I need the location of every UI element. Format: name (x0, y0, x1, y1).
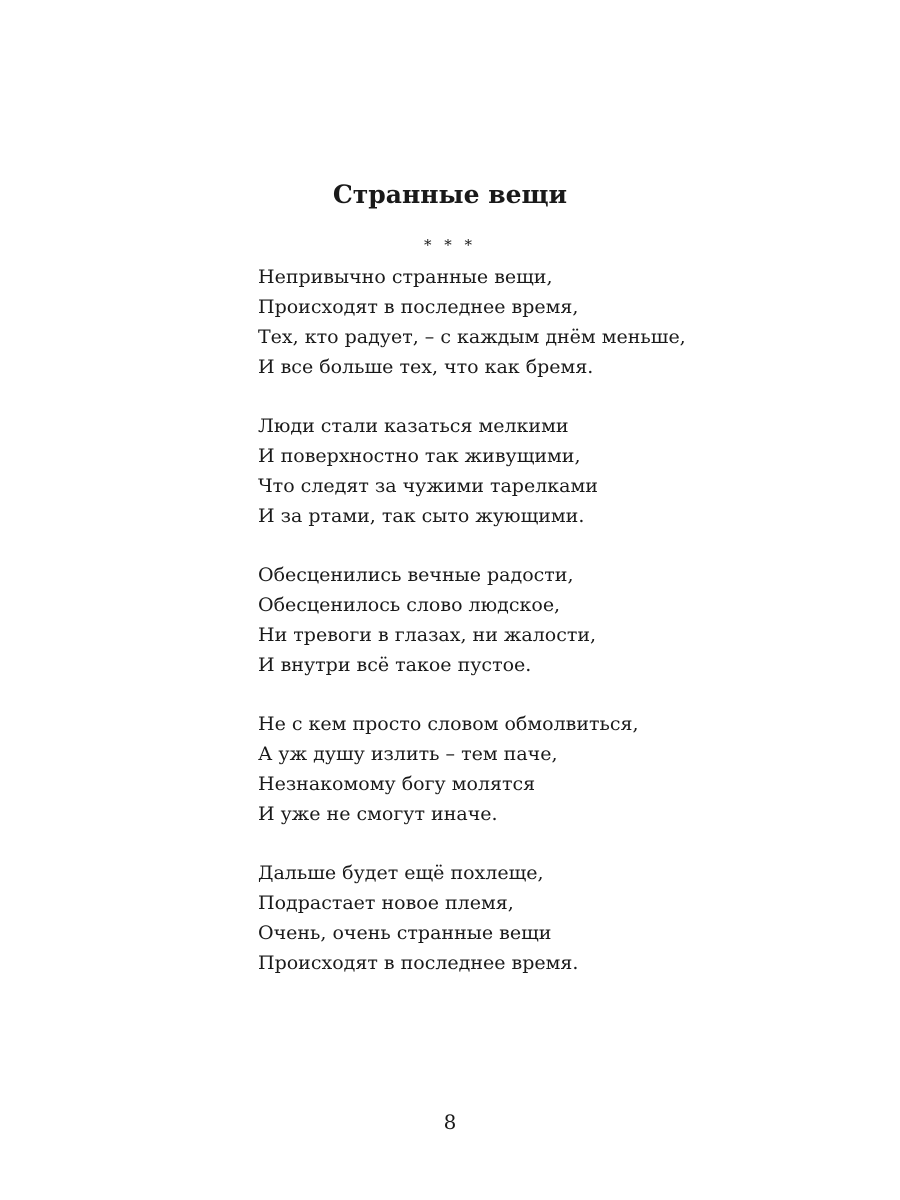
poem-line: Обесценились вечные радости, (258, 564, 574, 586)
poem-line: И поверхностно так живущими, (258, 445, 581, 467)
asterism-separator: * * * (423, 236, 477, 254)
poem-line: Происходят в последнее время. (258, 952, 579, 974)
poem-line: Обесценилось слово людское, (258, 594, 561, 616)
poem-body (258, 262, 818, 1007)
poem-line: И уже не смогут иначе. (258, 803, 498, 825)
stanza (258, 262, 818, 382)
poem-line: Очень, очень странные вещи (258, 922, 552, 944)
stanza (258, 709, 818, 829)
stanza (258, 858, 818, 978)
poem-line: Что следят за чужими тарелками (258, 475, 598, 497)
poem-line: И за ртами, так сыто жующими. (258, 505, 585, 527)
poem-line: Не с кем просто словом обмолвиться, (258, 713, 639, 735)
poem-line: Тех, кто радует, – с каждым днём меньше, (258, 326, 686, 348)
poem-line: Незнакомому богу молятся (258, 773, 536, 795)
stanza (258, 560, 818, 680)
poem-line: А уж душу излить – тем паче, (258, 743, 558, 765)
poem-line: И все больше тех, что как бремя. (258, 356, 594, 378)
poem-line: И внутри всё такое пустое. (258, 654, 532, 676)
poem-line: Происходят в последнее время, (258, 296, 579, 318)
poem-line: Люди стали казаться мелкими (258, 415, 569, 437)
poem-title: Странные вещи (332, 180, 568, 209)
stanza (258, 411, 818, 531)
page-number: 8 (443, 1110, 457, 1134)
poem-line: Подрастает новое племя, (258, 892, 514, 914)
poem-line: Ни тревоги в глазах, ни жалости, (258, 624, 597, 646)
poem-line: Непривычно странные вещи, (258, 266, 553, 288)
poem-line: Дальше будет ещё похлеще, (258, 862, 544, 884)
